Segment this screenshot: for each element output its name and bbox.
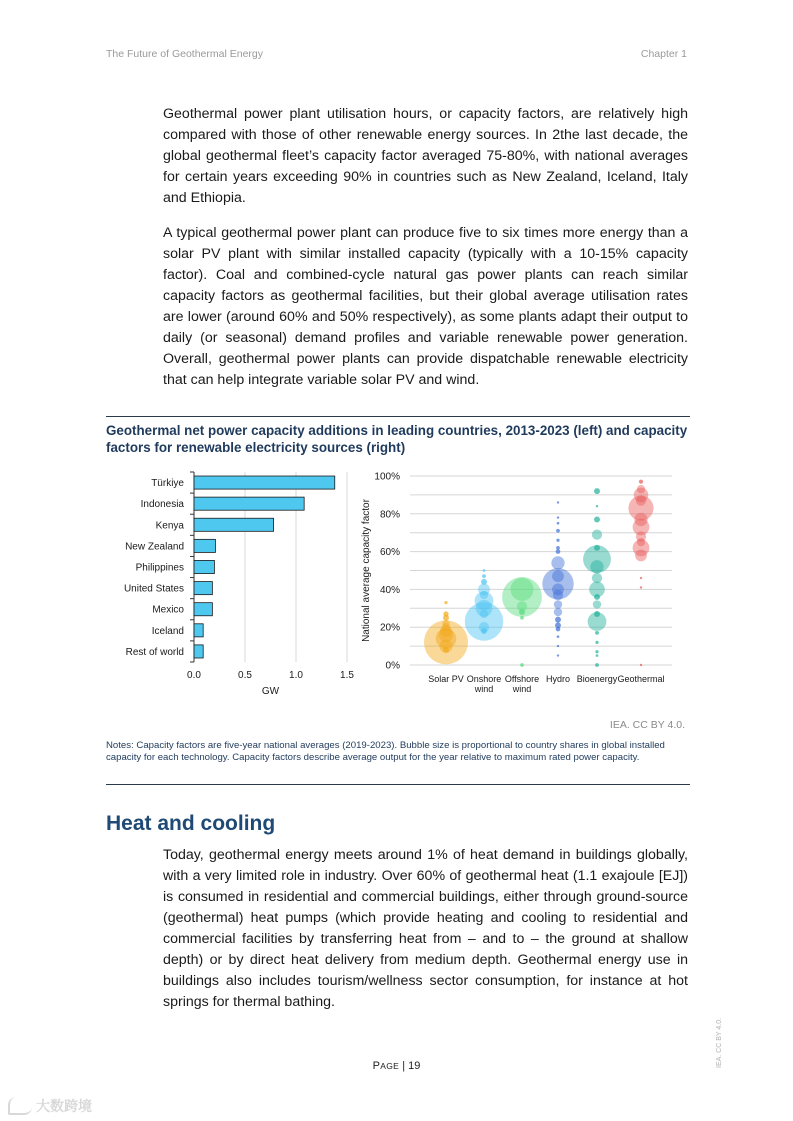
bar (194, 560, 214, 573)
bar (194, 645, 203, 658)
bubble (557, 516, 559, 518)
bubble-category-label: Hydro (545, 674, 571, 684)
watermark-text: 大数跨境 (36, 1098, 92, 1114)
bubble-series-hydro (542, 501, 573, 656)
bubble (481, 579, 487, 585)
document-title: The Future of Geothermal Energy (106, 48, 263, 60)
bubble (640, 586, 642, 588)
bar-x-tick-label: 0.5 (238, 670, 252, 681)
page-separator: | (402, 1060, 406, 1072)
bubble (634, 513, 647, 526)
bubble (596, 654, 599, 657)
bar (194, 476, 335, 489)
bubble (482, 574, 486, 578)
figure-bottom-rule (106, 784, 690, 785)
bubble-series-bioenergy (583, 488, 611, 667)
bubble (480, 591, 488, 599)
bubble (557, 654, 559, 656)
bubble-series-offshore-wind (502, 577, 542, 667)
figure-title: Geothermal net power capacity additions in leading countries, 2013-2023 (left) and capacity factors for renewable electricity sources (right) (106, 423, 688, 455)
bubble-category-label: Solar PV (428, 674, 464, 684)
bubble (640, 664, 642, 666)
bar-x-tick-label: 1.0 (289, 670, 303, 681)
bubble (557, 501, 559, 503)
bubble (555, 617, 561, 623)
page-label (373, 1061, 400, 1071)
bubble (637, 538, 645, 546)
bar-category-label: Mexico (152, 604, 184, 616)
bubble (594, 545, 600, 551)
bubble-category-label: Offshore (504, 674, 540, 684)
bubble-y-tick-label: 40% (379, 584, 400, 596)
bubble (554, 608, 562, 616)
bubble (556, 546, 560, 550)
bubble (592, 573, 602, 583)
bubble (552, 570, 564, 582)
bar (194, 518, 274, 531)
bubble-y-tick-label: 80% (379, 509, 400, 521)
bubble (443, 647, 449, 653)
bubble-y-tick-label: 20% (379, 622, 400, 634)
watermark (8, 1096, 92, 1116)
bar-category-label: Kenya (155, 520, 184, 532)
bar-category-label: Philippines (135, 562, 184, 574)
bar-category-label: New Zealand (125, 541, 184, 553)
bubble (551, 556, 564, 569)
bubble (554, 600, 562, 608)
bar (194, 624, 203, 637)
bar-chart (124, 472, 354, 697)
bubble (590, 560, 603, 573)
bubble (594, 611, 600, 617)
body-paragraph-1: Geothermal power plant utilisation hours, or capacity factors, are relatively high compared with those of other renewable energy sources. In 2the last decade, the global geothermal fleet’s capacity factor averaged 75-80%, with national averages for certain years exceeding 90% in countries such as New Zealand, Iceland, Italy and Ethiopia. (163, 106, 688, 206)
chapter-label: Chapter 1 (640, 48, 687, 60)
bar-category-label: Iceland (151, 625, 184, 637)
bubble (594, 594, 600, 600)
bar-x-tick-label: 0.0 (187, 670, 201, 681)
bubble (483, 569, 486, 572)
bubble (594, 517, 600, 523)
bubble (557, 522, 560, 525)
bubble (519, 609, 525, 615)
body-paragraph-2: A typical geothermal power plant can produce five to six times more energy than a solar PV plant with similar installed capacity (typically with a 10-15% capacity factor). Coal and combined-cycle natural gas power plants can reach similar capacity factors as geothermal facilities, but their global average utilisation rates are lower (around 60% and 50% respectively), as some plants adapt their output to daily (or seasonal) demand profiles and variable renewable power generation. Overall, geothermal power plants can provide dispatchable renewable electricity that can help integrate variable solar PV and wind. (163, 225, 688, 388)
bar-x-tick-label: 1.5 (340, 670, 354, 681)
bar (194, 497, 304, 510)
bubble-series-geothermal (628, 480, 653, 667)
bubble-y-tick-label: 0% (385, 660, 400, 672)
bubble (556, 549, 561, 554)
bar-x-axis-title: GW (261, 686, 280, 697)
figure-credit: IEA. CC BY 4.0. (609, 719, 685, 731)
bubble (636, 495, 646, 505)
bubble (481, 628, 487, 634)
bubble (557, 645, 559, 647)
bubble (520, 663, 524, 667)
bubble-series-solar-pv (424, 601, 468, 664)
bubble (637, 485, 645, 493)
bubble (556, 529, 560, 533)
bar (194, 603, 212, 616)
bar-category-label: Rest of world (125, 646, 184, 658)
bubble (639, 480, 643, 484)
bubble (595, 650, 598, 653)
bubble (557, 635, 560, 638)
bubble (596, 505, 598, 507)
bubble (442, 620, 449, 627)
watermark-logo-icon (8, 1097, 32, 1115)
bubble-y-tick-label: 60% (379, 547, 400, 559)
bubble-category-label: Bioenergy (576, 674, 618, 684)
figure-notes: Notes: Capacity factors are five-year national averages (2019-2023). Bubble size is proportional to country shares in global installed capacity for each technology. Capacity factors describe average output for the year relative to maximum rated power capacity. (106, 740, 665, 763)
bubble (553, 590, 563, 600)
bubble (520, 616, 524, 620)
bubble (556, 539, 559, 542)
bubble (592, 529, 602, 539)
bubble (480, 610, 488, 618)
page-number: 19 (408, 1060, 421, 1072)
section-paragraph: Today, geothermal energy meets around 1% of heat demand in buildings globally, with a very limited role in industry. Over 60% of geothermal heat (1.1 exajoule [EJ]) is consumed in residential and commercial buildings, either through ground-source (geothermal) heat pumps (which provide heating and cooling to residential and commercial facilities by transferring heat from – and to – the ground at shallow depth) or by direct heat delivery from medium depth. Geothermal energy use in buildings also includes tourism/wellness sector consumption, for instance at hot springs for thermal bathing. (163, 847, 688, 1010)
bar (194, 539, 215, 552)
bubble (593, 600, 601, 608)
bubble-y-axis-title: National average capacity factor (361, 499, 372, 642)
bar-category-label: Indonesia (140, 499, 184, 511)
page-label-rest: AGE (380, 1061, 400, 1071)
bar (194, 582, 212, 595)
bubble-category-label: wind (512, 684, 532, 694)
bubble (594, 488, 600, 494)
bubble-category-label: Geothermal (617, 674, 665, 684)
section-heading: Heat and cooling (106, 812, 276, 835)
page-footer (0, 1060, 793, 1072)
bubble-y-tick-label: 100% (374, 471, 400, 483)
bubble (595, 641, 598, 644)
bubble (444, 601, 447, 604)
bubble (443, 611, 448, 616)
bar-category-label: United States (123, 583, 184, 595)
bubble-category-label: Onshore (466, 674, 502, 684)
bubble-category-label: wind (474, 684, 494, 694)
page-label-initial: P (372, 1060, 381, 1072)
bubble (511, 578, 534, 601)
bubble (556, 627, 561, 632)
bubble (640, 577, 642, 579)
side-license: IEA. CC BY 4.0. (716, 1017, 723, 1068)
bubble (595, 663, 599, 667)
bubble (595, 631, 599, 635)
bar-category-label: Türkiye (151, 478, 184, 490)
bubble-chart (361, 472, 672, 695)
bubble (635, 549, 647, 561)
bubble-series-onshore-wind (465, 569, 503, 641)
